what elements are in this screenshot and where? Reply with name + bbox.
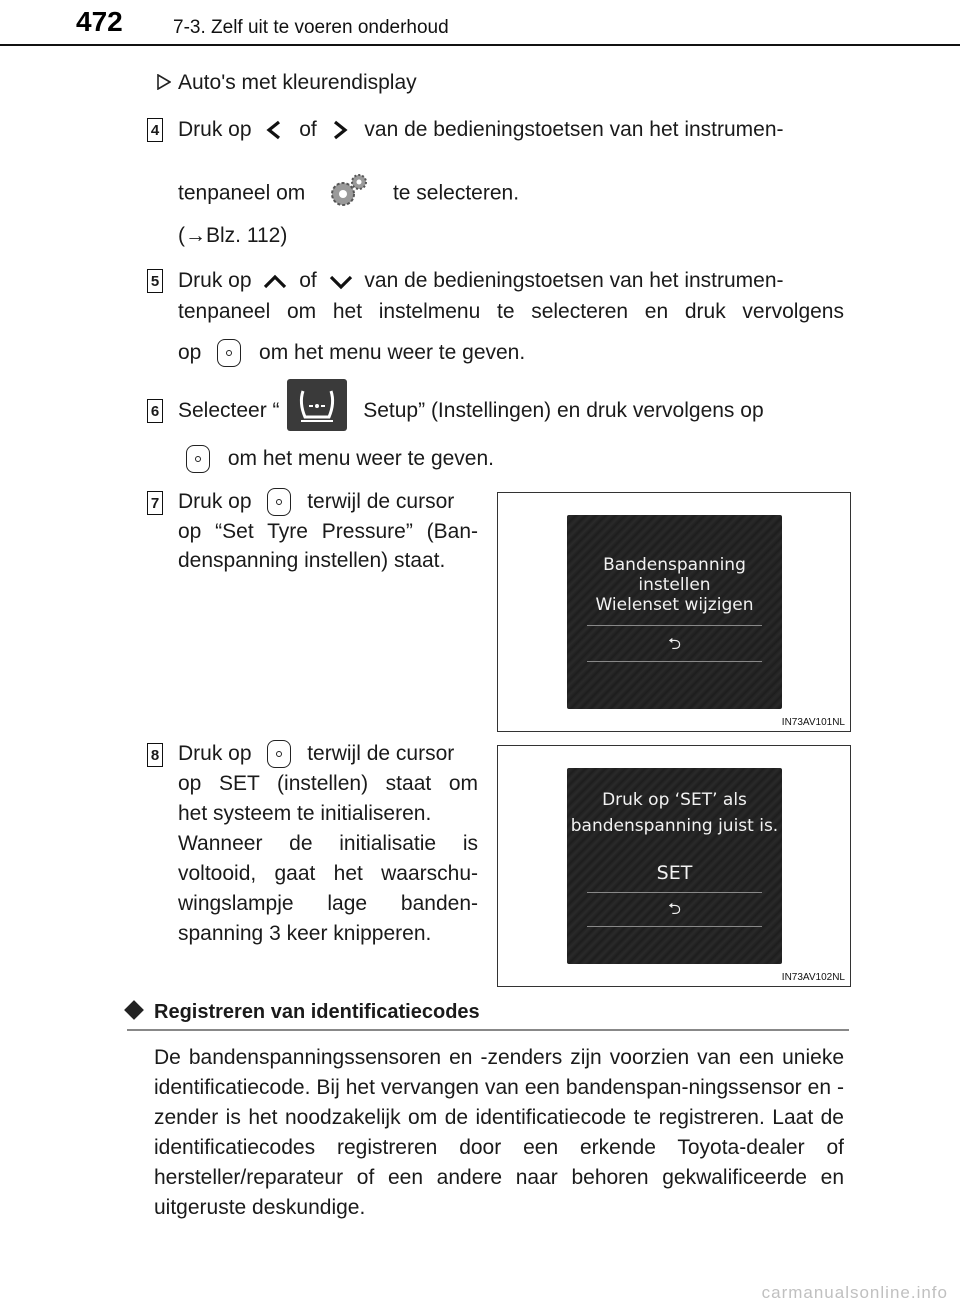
ok-button-icon [186,445,210,473]
screen-divider [587,892,762,893]
display-screen [567,515,782,709]
arrow-bullet-icon [157,74,171,90]
display-figure-1 [497,492,851,732]
settings-gears-icon [319,168,379,212]
step-5-line-1: Druk op of van de bedieningstoetsen van het instrumen- [178,266,844,296]
step-number-5: 5 [147,269,163,293]
chevron-right-icon [323,116,359,144]
display-figure-2 [497,745,851,987]
step-number-4: 4 [147,118,163,142]
back-icon: ⮌ [668,901,681,918]
watermark: carmanualsonline.info [761,1283,948,1302]
chevron-down-icon [323,267,359,295]
figure-code: IN73AV101NL [781,717,845,728]
display-screen [567,768,782,964]
ok-button-icon [267,488,291,516]
diamond-bullet-icon [124,1000,144,1020]
screen-message-line-1: Druk op ‘SET’ als [602,790,747,810]
step-4-page-ref: (→Blz. 112) [178,224,288,247]
figure-code: IN73AV102NL [781,972,845,983]
subsection-heading: Registreren van identificatiecodes [154,1001,480,1023]
step-8-line-3: het systeem te initialiseren. [178,802,432,825]
screen-divider [587,926,762,927]
ok-button-icon [217,339,241,367]
screen-title: Bandenspanning instellen [603,555,746,595]
chevron-up-icon [257,267,293,295]
step-7-line-2: op “Set Tyre Pressure” (Ban- [178,520,478,543]
step-number-7: 7 [147,491,163,515]
ok-button-icon [267,740,291,768]
back-icon: ⮌ [668,636,681,653]
step-8-line-4: Wanneer de initialisatie is [178,832,478,855]
step-number-8: 8 [147,743,163,767]
screen-menu-item: Wielenset wijzigen [595,595,754,615]
step-8-line-6: wingslampje lage banden- [178,892,478,915]
step-8-line-5: voltooid, gaat het waarschu- [178,862,478,885]
step-8-line-1: Druk op terwijl de cursor [178,739,478,769]
step-7-line-1: Druk op terwijl de cursor [178,487,478,517]
step-8-line-7: spanning 3 keer knipperen. [178,922,432,945]
screen-divider [587,661,762,662]
step-5-line-3: op om het menu weer te geven. [178,338,525,368]
page-header [0,0,960,46]
screen-divider [587,625,762,626]
step-4-line-2: tenpaneel om te selecteren. [178,176,519,212]
screen-message-line-2: bandenspanning juist is. [570,816,779,836]
subsection-paragraph: De bandenspanningssensoren en -zenders zijn voorzien van een unieke identificatiecode. Bij het vervangen van een bandenspan-ningssensor en -zender is het noodzakelijk om de identificatiecode te registreren. Laat de identificatiecodes registreren door een erkende Toyota-dealer of hersteller/reparateur of een andere naar behoren gekwalificeerde en uitgeruste deskundige. [154,1046,844,1219]
intro-label: Auto's met kleurendisplay [178,71,417,94]
step-5-line-2: tenpaneel om het instelmenu te selecteren en druk vervolgens [178,300,844,323]
subsection-divider [127,1029,849,1031]
section-title: 7-3. Zelf uit te voeren onderhoud [173,17,449,38]
page-number: 472 [76,6,123,37]
screen-set-option: SET [656,862,693,884]
step-number-6: 6 [147,399,163,423]
step-6-line-1: Selecteer “ Setup” (Instellingen) en druk vervolgens op [178,396,844,426]
step-6-line-2: om het menu weer te geven. [186,444,494,474]
step-7-line-3: denspanning instellen) staat. [178,549,446,572]
tire-pressure-icon [287,379,347,431]
step-8-line-2: op SET (instellen) staat om [178,772,478,795]
chevron-left-icon [257,116,293,144]
step-4-line-1: Druk op of van de bedieningstoetsen van het instrumen- [178,115,844,145]
